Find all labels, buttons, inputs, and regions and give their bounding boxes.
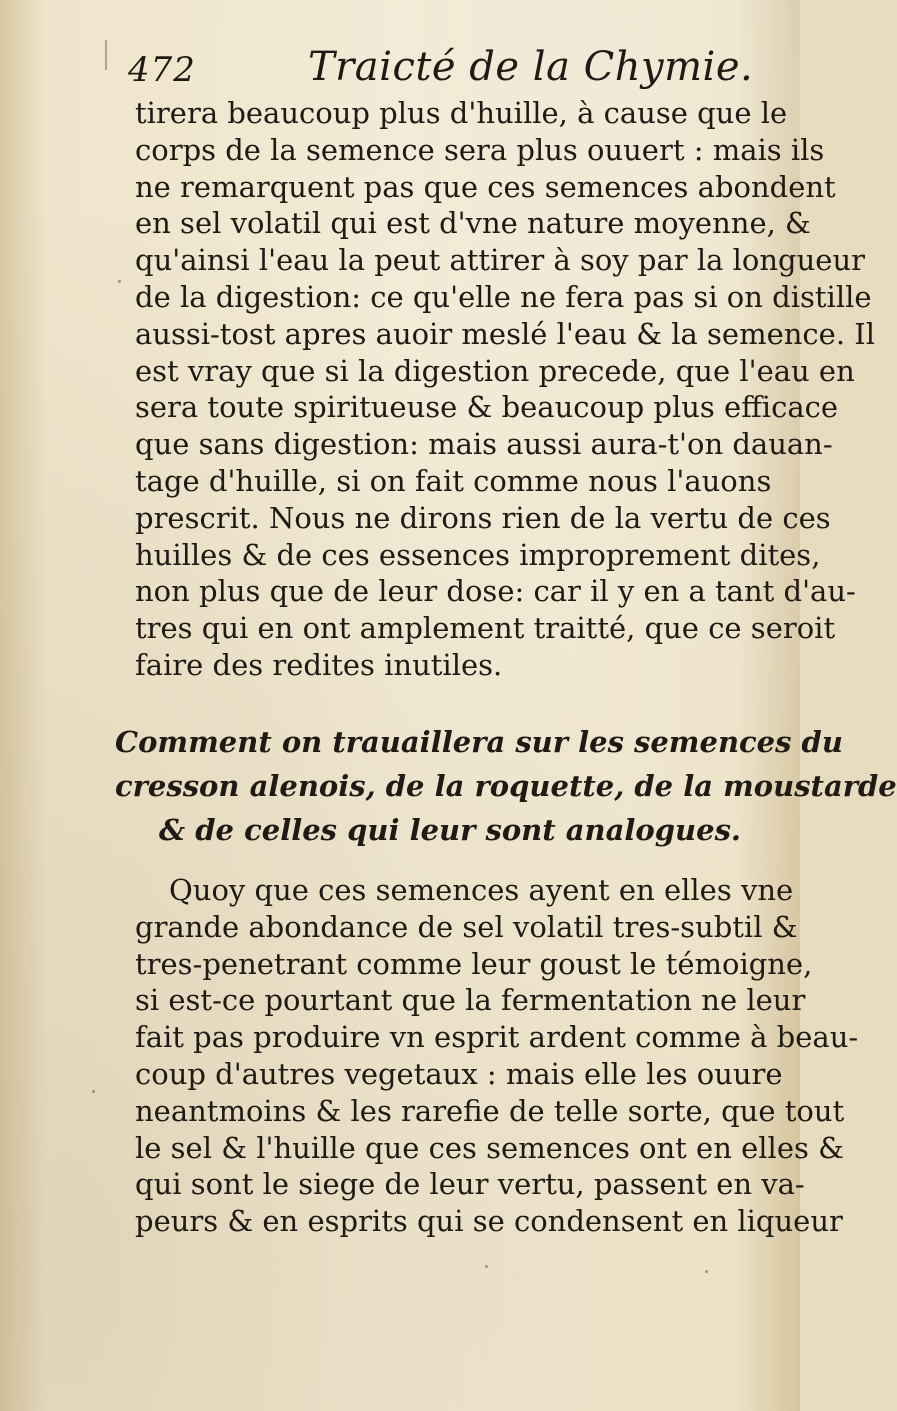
text-line: sera toute spiritueuse & beaucoup plus efficace bbox=[135, 390, 839, 425]
text-line: huilles & de ces essences improprement dites, bbox=[135, 537, 821, 572]
page-stain bbox=[105, 40, 107, 70]
text-line: qu'ainsi l'eau la peut attirer à soy par la longueur bbox=[135, 243, 865, 278]
text-line: grande abondance de sel volatil tres-subtil & bbox=[135, 909, 798, 944]
page-speck bbox=[770, 958, 773, 961]
text-line: est vray que si la digestion precede, que l'eau en bbox=[135, 353, 855, 388]
heading-line: & de celles qui leur sont analogues. bbox=[158, 813, 742, 847]
heading-line: Comment on trauaillera sur les semences du bbox=[115, 725, 843, 759]
text-line: tres-penetrant comme leur goust le témoigne, bbox=[135, 946, 813, 981]
text-line: faire des redites inutiles. bbox=[135, 647, 503, 682]
text-line: tres qui en ont amplement traitté, que ce seroit bbox=[135, 611, 836, 646]
text-line: en sel volatil qui est d'vne nature moyenne, & bbox=[135, 206, 811, 241]
text-line: tirera beaucoup plus d'huille, à cause que le bbox=[135, 96, 788, 130]
text-line: le sel & l'huille que ces semences ont en elles & bbox=[135, 1130, 844, 1165]
text-line: que sans digestion: mais aussi aura-t'on dauan- bbox=[135, 427, 833, 462]
page-speck bbox=[118, 280, 121, 283]
text-line: non plus que de leur dose: car il y en a tant d'au- bbox=[135, 574, 856, 609]
section-heading bbox=[115, 720, 897, 852]
heading-line: cresson alenois, de la roquette, de la moustarde bbox=[115, 769, 897, 803]
page-header bbox=[118, 40, 758, 98]
text-line: Quoy que ces semences ayent en elles vne bbox=[169, 873, 794, 907]
text-line: si est-ce pourtant que la fermentation ne leur bbox=[135, 983, 806, 1018]
text-line: coup d'autres vegetaux : mais elle les ouure bbox=[135, 1056, 783, 1091]
page-speck bbox=[705, 1270, 708, 1273]
text-line: corps de la semence sera plus ouuert : mais ils bbox=[135, 132, 825, 167]
page-number: 472 bbox=[128, 50, 196, 90]
text-line: neantmoins & les rarefie de telle sorte, que tout bbox=[135, 1093, 845, 1128]
page-speck bbox=[92, 1090, 95, 1093]
text-line: peurs & en esprits qui se condensent en liqueur bbox=[135, 1204, 843, 1239]
text-line: ne remarquent pas que ces semences abondent bbox=[135, 169, 836, 204]
running-title: Traicté de la Chymie. bbox=[308, 44, 754, 90]
page-speck bbox=[485, 1265, 488, 1268]
text-line: fait pas produire vn esprit ardent comme à beau- bbox=[135, 1020, 859, 1055]
text-line: tage d'huille, si on fait comme nous l'auons bbox=[135, 463, 772, 498]
text-line: qui sont le siege de leur vertu, passent en va- bbox=[135, 1167, 805, 1202]
text-line: de la digestion: ce qu'elle ne fera pas si on distille bbox=[135, 279, 872, 314]
text-line: prescrit. Nous ne dirons rien de la vertu de ces bbox=[135, 500, 831, 535]
text-line: aussi-tost apres auoir meslé l'eau & la semence. Il bbox=[135, 316, 875, 351]
paragraph-1 bbox=[135, 95, 875, 684]
paragraph-2 bbox=[135, 872, 859, 1240]
